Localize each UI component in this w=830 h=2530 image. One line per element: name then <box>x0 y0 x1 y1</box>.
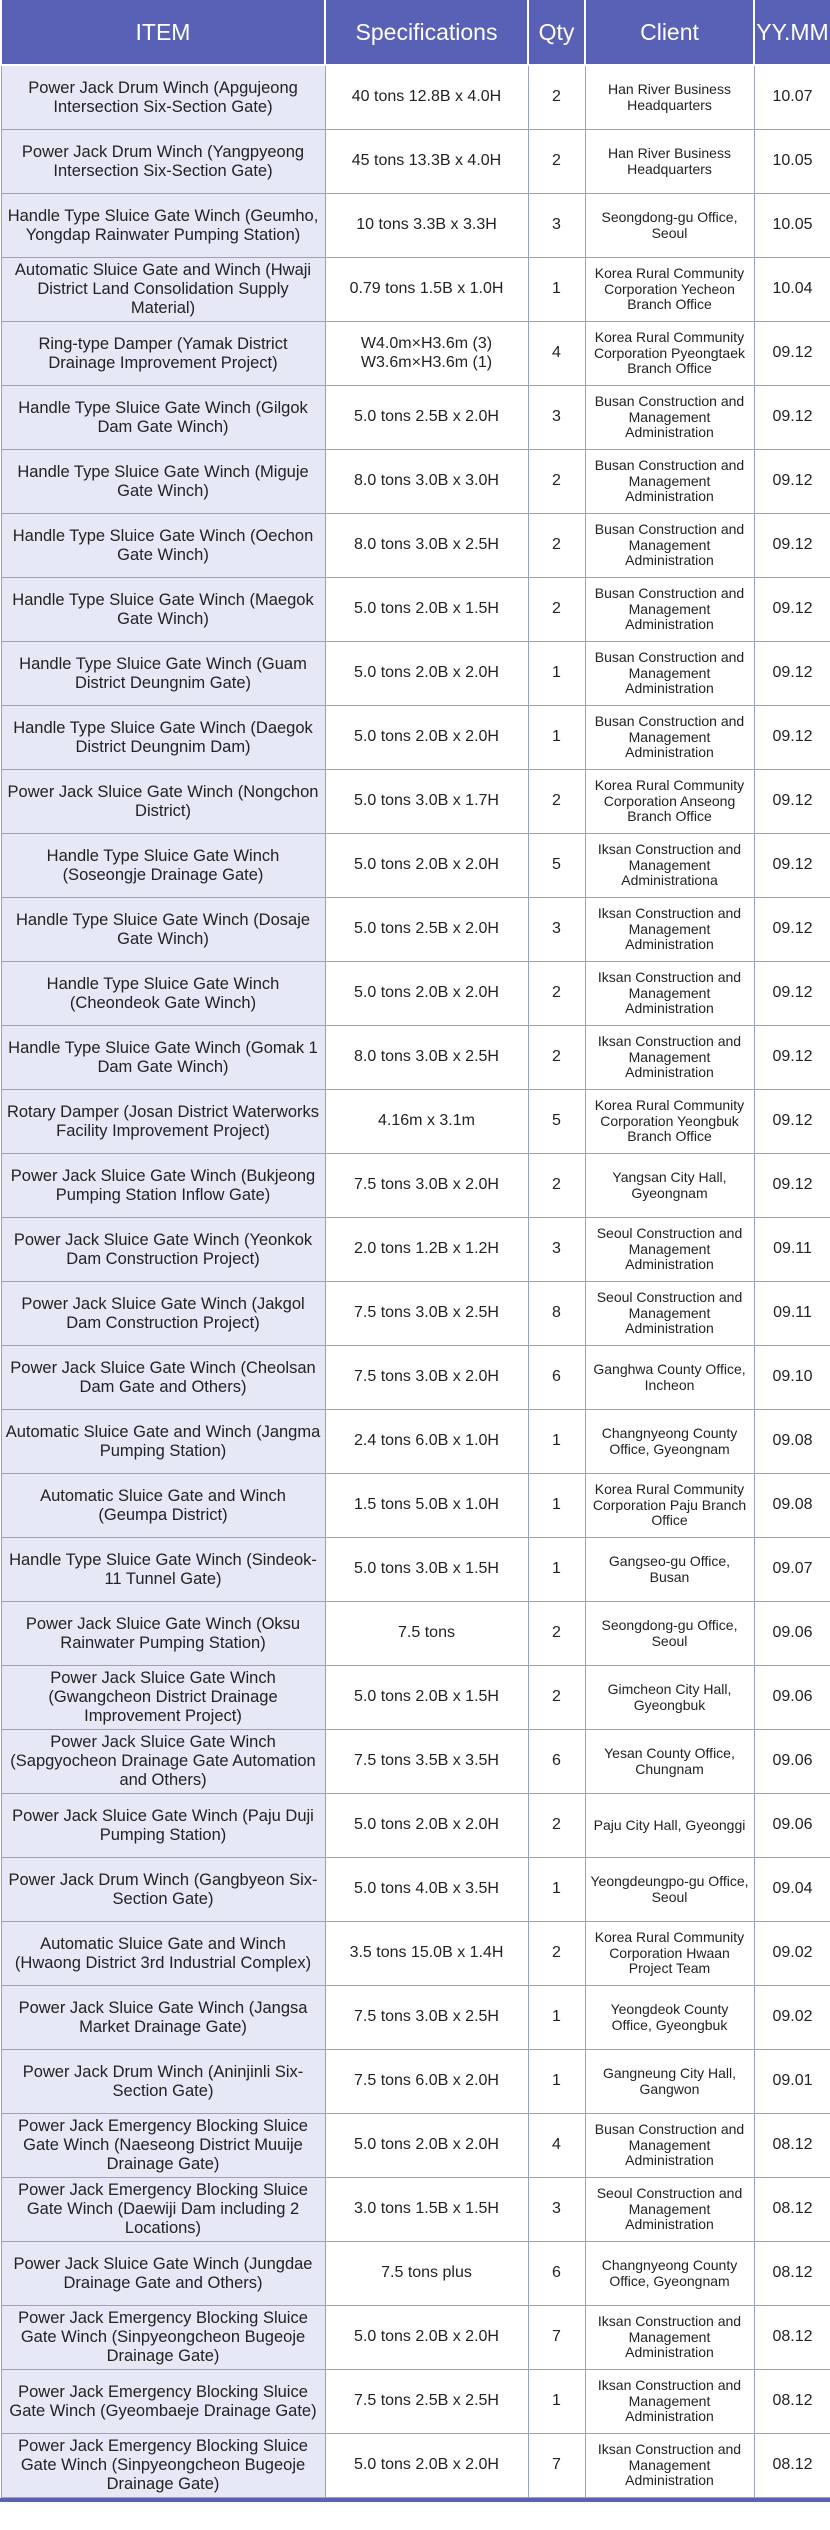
cell-specifications: 7.5 tons 3.0B x 2.0H <box>325 1346 528 1410</box>
cell-item: Power Jack Emergency Blocking Sluice Gate Winch (Sinpyeongcheon Bugeoje Drainage Gate) <box>1 2434 325 2498</box>
cell-client: Changnyeong County Office, Gyeongnam <box>585 1410 754 1474</box>
cell-client: Busan Construction and Management Administration <box>585 2114 754 2178</box>
cell-date: 09.12 <box>754 1090 830 1154</box>
cell-date: 08.12 <box>754 2178 830 2242</box>
cell-date: 09.12 <box>754 322 830 386</box>
table-row <box>1 642 830 706</box>
cell-qty: 3 <box>528 386 585 450</box>
cell-date: 09.12 <box>754 386 830 450</box>
table-row <box>1 1538 830 1602</box>
table-row <box>1 1730 830 1794</box>
table-row <box>1 2306 830 2370</box>
cell-client: Korea Rural Community Corporation Hwaan Project Team <box>585 1922 754 1986</box>
cell-date: 09.12 <box>754 834 830 898</box>
table-row <box>1 65 830 130</box>
cell-qty: 2 <box>528 130 585 194</box>
cell-client: Seongdong-gu Office, Seoul <box>585 194 754 258</box>
cell-item: Power Jack Sluice Gate Winch (Nongchon District) <box>1 770 325 834</box>
cell-specifications: 5.0 tons 2.5B x 2.0H <box>325 898 528 962</box>
cell-specifications: 2.0 tons 1.2B x 1.2H <box>325 1218 528 1282</box>
cell-client: Iksan Construction and Management Administration <box>585 962 754 1026</box>
table-row <box>1 1602 830 1666</box>
cell-specifications: 4.16m x 3.1m <box>325 1090 528 1154</box>
cell-client: Iksan Construction and Management Administration <box>585 1026 754 1090</box>
cell-qty: 4 <box>528 322 585 386</box>
table-row <box>1 1218 830 1282</box>
cell-qty: 6 <box>528 1730 585 1794</box>
cell-specifications: 5.0 tons 4.0B x 3.5H <box>325 1858 528 1922</box>
cell-client: Gimcheon City Hall, Gyeongbuk <box>585 1666 754 1730</box>
cell-item: Power Jack Drum Winch (Gangbyeon Six-Section Gate) <box>1 1858 325 1922</box>
cell-specifications: 5.0 tons 2.0B x 2.0H <box>325 962 528 1026</box>
table-row <box>1 2178 830 2242</box>
cell-client: Yesan County Office, Chungnam <box>585 1730 754 1794</box>
cell-date: 08.12 <box>754 2434 830 2498</box>
table-header <box>1 0 830 65</box>
cell-client: Iksan Construction and Management Administration <box>585 2434 754 2498</box>
cell-date: 08.12 <box>754 2114 830 2178</box>
cell-item: Power Jack Sluice Gate Winch (Bukjeong Pumping Station Inflow Gate) <box>1 1154 325 1218</box>
cell-specifications: 45 tons 13.3B x 4.0H <box>325 130 528 194</box>
cell-specifications: 7.5 tons 3.0B x 2.5H <box>325 1986 528 2050</box>
cell-date: 09.08 <box>754 1410 830 1474</box>
cell-qty: 2 <box>528 1602 585 1666</box>
cell-date: 10.07 <box>754 65 830 130</box>
cell-date: 09.12 <box>754 578 830 642</box>
cell-item: Automatic Sluice Gate and Winch (Jangma Pumping Station) <box>1 1410 325 1474</box>
cell-date: 09.06 <box>754 1602 830 1666</box>
table-row <box>1 130 830 194</box>
cell-specifications: 7.5 tons 2.5B x 2.5H <box>325 2370 528 2434</box>
cell-client: Korea Rural Community Corporation Yeongbuk Branch Office <box>585 1090 754 1154</box>
cell-item: Power Jack Sluice Gate Winch (Yeonkok Dam Construction Project) <box>1 1218 325 1282</box>
table-row <box>1 2242 830 2306</box>
cell-client: Korea Rural Community Corporation Pyeongtaek Branch Office <box>585 322 754 386</box>
cell-date: 09.12 <box>754 1154 830 1218</box>
cell-qty: 1 <box>528 1410 585 1474</box>
cell-qty: 3 <box>528 194 585 258</box>
table-row <box>1 770 830 834</box>
cell-item: Power Jack Drum Winch (Apgujeong Intersection Six-Section Gate) <box>1 65 325 130</box>
cell-specifications: 5.0 tons 2.5B x 2.0H <box>325 386 528 450</box>
cell-date: 10.05 <box>754 194 830 258</box>
cell-date: 08.12 <box>754 2306 830 2370</box>
cell-client: Seongdong-gu Office, Seoul <box>585 1602 754 1666</box>
table-row <box>1 2114 830 2178</box>
cell-qty: 1 <box>528 706 585 770</box>
cell-item: Automatic Sluice Gate and Winch (Hwaong District 3rd Industrial Complex) <box>1 1922 325 1986</box>
cell-client: Han River Business Headquarters <box>585 130 754 194</box>
cell-item: Power Jack Sluice Gate Winch (Jangsa Market Drainage Gate) <box>1 1986 325 2050</box>
cell-date: 09.12 <box>754 898 830 962</box>
cell-qty: 1 <box>528 2050 585 2114</box>
cell-qty: 3 <box>528 2178 585 2242</box>
cell-item: Handle Type Sluice Gate Winch (Gomak 1 Dam Gate Winch) <box>1 1026 325 1090</box>
cell-item: Handle Type Sluice Gate Winch (Cheondeok Gate Winch) <box>1 962 325 1026</box>
table-row <box>1 1922 830 1986</box>
cell-item: Handle Type Sluice Gate Winch (Soseongje Drainage Gate) <box>1 834 325 898</box>
table-row <box>1 2434 830 2498</box>
cell-date: 09.12 <box>754 450 830 514</box>
cell-qty: 2 <box>528 450 585 514</box>
table-row <box>1 386 830 450</box>
cell-specifications: 5.0 tons 2.0B x 2.0H <box>325 706 528 770</box>
cell-item: Power Jack Sluice Gate Winch (Sapgyocheon Drainage Gate Automation and Others) <box>1 1730 325 1794</box>
cell-qty: 1 <box>528 1538 585 1602</box>
cell-item: Automatic Sluice Gate and Winch (Geumpa District) <box>1 1474 325 1538</box>
cell-date: 09.12 <box>754 962 830 1026</box>
cell-qty: 5 <box>528 1090 585 1154</box>
cell-specifications: 5.0 tons 2.0B x 2.0H <box>325 642 528 706</box>
cell-specifications: 40 tons 12.8B x 4.0H <box>325 65 528 130</box>
cell-item: Power Jack Drum Winch (Yangpyeong Intersection Six-Section Gate) <box>1 130 325 194</box>
cell-specifications: 5.0 tons 2.0B x 2.0H <box>325 1794 528 1858</box>
cell-item: Handle Type Sluice Gate Winch (Gilgok Dam Gate Winch) <box>1 386 325 450</box>
cell-item: Power Jack Sluice Gate Winch (Gwangcheon District Drainage Improvement Project) <box>1 1666 325 1730</box>
cell-client: Iksan Construction and Management Administrationa <box>585 834 754 898</box>
cell-date: 09.11 <box>754 1282 830 1346</box>
cell-client: Han River Business Headquarters <box>585 65 754 130</box>
table-row <box>1 1986 830 2050</box>
cell-client: Iksan Construction and Management Administration <box>585 2306 754 2370</box>
cell-qty: 2 <box>528 1666 585 1730</box>
cell-qty: 6 <box>528 1346 585 1410</box>
cell-item: Automatic Sluice Gate and Winch (Hwaji District Land Consolidation Supply Material) <box>1 258 325 322</box>
cell-date: 09.06 <box>754 1666 830 1730</box>
header-row <box>1 0 830 65</box>
cell-specifications: 5.0 tons 2.0B x 2.0H <box>325 2306 528 2370</box>
cell-item: Handle Type Sluice Gate Winch (Miguje Gate Winch) <box>1 450 325 514</box>
cell-specifications: 3.5 tons 15.0B x 1.4H <box>325 1922 528 1986</box>
cell-client: Yeongdeungpo-gu Office, Seoul <box>585 1858 754 1922</box>
cell-qty: 2 <box>528 770 585 834</box>
cell-date: 08.12 <box>754 2242 830 2306</box>
cell-date: 09.04 <box>754 1858 830 1922</box>
cell-qty: 5 <box>528 834 585 898</box>
cell-specifications: 7.5 tons 6.0B x 2.0H <box>325 2050 528 2114</box>
cell-qty: 2 <box>528 514 585 578</box>
cell-item: Power Jack Emergency Blocking Sluice Gate Winch (Naeseong District Muuije Drainage Gate) <box>1 2114 325 2178</box>
cell-item: Power Jack Sluice Gate Winch (Paju Duji Pumping Station) <box>1 1794 325 1858</box>
cell-specifications: W4.0m×H3.6m (3) W3.6m×H3.6m (1) <box>325 322 528 386</box>
cell-item: Handle Type Sluice Gate Winch (Maegok Gate Winch) <box>1 578 325 642</box>
header-specifications: Specifications <box>325 0 528 65</box>
cell-client: Korea Rural Community Corporation Anseong Branch Office <box>585 770 754 834</box>
cell-client: Iksan Construction and Management Administration <box>585 2370 754 2434</box>
header-date: YY.MM <box>754 0 830 65</box>
cell-specifications: 7.5 tons plus <box>325 2242 528 2306</box>
cell-date: 10.05 <box>754 130 830 194</box>
table-row <box>1 962 830 1026</box>
table-row <box>1 1666 830 1730</box>
cell-client: Korea Rural Community Corporation Yecheon Branch Office <box>585 258 754 322</box>
header-qty: Qty <box>528 0 585 65</box>
cell-specifications: 2.4 tons 6.0B x 1.0H <box>325 1410 528 1474</box>
table-row <box>1 258 830 322</box>
cell-client: Busan Construction and Management Administration <box>585 706 754 770</box>
cell-specifications: 5.0 tons 2.0B x 1.5H <box>325 1666 528 1730</box>
cell-date: 09.12 <box>754 642 830 706</box>
cell-client: Busan Construction and Management Administration <box>585 386 754 450</box>
table-row <box>1 322 830 386</box>
table-body <box>1 65 830 2498</box>
cell-date: 09.08 <box>754 1474 830 1538</box>
cell-date: 09.10 <box>754 1346 830 1410</box>
cell-specifications: 7.5 tons 3.0B x 2.0H <box>325 1154 528 1218</box>
cell-client: Busan Construction and Management Administration <box>585 642 754 706</box>
cell-client: Korea Rural Community Corporation Paju Branch Office <box>585 1474 754 1538</box>
cell-qty: 1 <box>528 1858 585 1922</box>
cell-specifications: 8.0 tons 3.0B x 2.5H <box>325 514 528 578</box>
cell-qty: 6 <box>528 2242 585 2306</box>
cell-client: Iksan Construction and Management Administration <box>585 898 754 962</box>
cell-date: 09.12 <box>754 706 830 770</box>
table-row <box>1 194 830 258</box>
cell-qty: 1 <box>528 2370 585 2434</box>
cell-specifications: 10 tons 3.3B x 3.3H <box>325 194 528 258</box>
cell-client: Changnyeong County Office, Gyeongnam <box>585 2242 754 2306</box>
table-row <box>1 898 830 962</box>
cell-specifications: 8.0 tons 3.0B x 3.0H <box>325 450 528 514</box>
cell-date: 09.12 <box>754 770 830 834</box>
cell-item: Handle Type Sluice Gate Winch (Sindeok-11 Tunnel Gate) <box>1 1538 325 1602</box>
table-row <box>1 578 830 642</box>
bottom-bar <box>0 2498 830 2502</box>
cell-client: Paju City Hall, Gyeonggi <box>585 1794 754 1858</box>
cell-qty: 8 <box>528 1282 585 1346</box>
cell-date: 09.12 <box>754 1026 830 1090</box>
cell-item: Power Jack Sluice Gate Winch (Jungdae Drainage Gate and Others) <box>1 2242 325 2306</box>
cell-date: 09.06 <box>754 1794 830 1858</box>
cell-date: 09.07 <box>754 1538 830 1602</box>
cell-client: Gangseo-gu Office, Busan <box>585 1538 754 1602</box>
cell-specifications: 0.79 tons 1.5B x 1.0H <box>325 258 528 322</box>
cell-item: Power Jack Sluice Gate Winch (Cheolsan Dam Gate and Others) <box>1 1346 325 1410</box>
cell-item: Power Jack Emergency Blocking Sluice Gate Winch (Daewiji Dam including 2 Locations) <box>1 2178 325 2242</box>
cell-qty: 7 <box>528 2434 585 2498</box>
cell-item: Power Jack Sluice Gate Winch (Oksu Rainwater Pumping Station) <box>1 1602 325 1666</box>
cell-date: 09.02 <box>754 1986 830 2050</box>
cell-specifications: 5.0 tons 3.0B x 1.7H <box>325 770 528 834</box>
header-item: ITEM <box>1 0 325 65</box>
table-row <box>1 1154 830 1218</box>
cell-qty: 2 <box>528 1026 585 1090</box>
table-row <box>1 450 830 514</box>
cell-qty: 7 <box>528 2306 585 2370</box>
cell-qty: 1 <box>528 642 585 706</box>
cell-item: Power Jack Sluice Gate Winch (Jakgol Dam Construction Project) <box>1 1282 325 1346</box>
cell-qty: 2 <box>528 578 585 642</box>
cell-date: 09.01 <box>754 2050 830 2114</box>
cell-item: Handle Type Sluice Gate Winch (Guam District Deungnim Gate) <box>1 642 325 706</box>
cell-item: Handle Type Sluice Gate Winch (Daegok District Deungnim Dam) <box>1 706 325 770</box>
cell-date: 09.11 <box>754 1218 830 1282</box>
cell-specifications: 5.0 tons 2.0B x 2.0H <box>325 834 528 898</box>
table-row <box>1 1346 830 1410</box>
cell-qty: 1 <box>528 1986 585 2050</box>
cell-date: 09.06 <box>754 1730 830 1794</box>
header-client: Client <box>585 0 754 65</box>
cell-item: Ring-type Damper (Yamak District Drainage Improvement Project) <box>1 322 325 386</box>
cell-client: Busan Construction and Management Administration <box>585 514 754 578</box>
cell-specifications: 7.5 tons 3.5B x 3.5H <box>325 1730 528 1794</box>
cell-qty: 1 <box>528 1474 585 1538</box>
cell-specifications: 7.5 tons 3.0B x 2.5H <box>325 1282 528 1346</box>
cell-specifications: 7.5 tons <box>325 1602 528 1666</box>
cell-qty: 4 <box>528 2114 585 2178</box>
table-row <box>1 1282 830 1346</box>
cell-item: Rotary Damper (Josan District Waterworks Facility Improvement Project) <box>1 1090 325 1154</box>
cell-qty: 2 <box>528 962 585 1026</box>
cell-client: Yangsan City Hall, Gyeongnam <box>585 1154 754 1218</box>
cell-date: 08.12 <box>754 2370 830 2434</box>
cell-client: Ganghwa County Office, Incheon <box>585 1346 754 1410</box>
cell-item: Handle Type Sluice Gate Winch (Oechon Gate Winch) <box>1 514 325 578</box>
cell-item: Handle Type Sluice Gate Winch (Geumho, Yongdap Rainwater Pumping Station) <box>1 194 325 258</box>
cell-date: 10.04 <box>754 258 830 322</box>
cell-specifications: 5.0 tons 2.0B x 1.5H <box>325 578 528 642</box>
table-row <box>1 1090 830 1154</box>
cell-specifications: 5.0 tons 3.0B x 1.5H <box>325 1538 528 1602</box>
cell-item: Power Jack Emergency Blocking Sluice Gate Winch (Sinpyeongcheon Bugeoje Drainage Gate) <box>1 2306 325 2370</box>
cell-qty: 2 <box>528 1154 585 1218</box>
cell-specifications: 5.0 tons 2.0B x 2.0H <box>325 2434 528 2498</box>
cell-client: Seoul Construction and Management Administration <box>585 1282 754 1346</box>
cell-qty: 2 <box>528 65 585 130</box>
cell-client: Gangneung City Hall, Gangwon <box>585 2050 754 2114</box>
table-row <box>1 1410 830 1474</box>
table-row <box>1 1858 830 1922</box>
cell-item: Power Jack Drum Winch (Aninjinli Six-Section Gate) <box>1 2050 325 2114</box>
table-row <box>1 1474 830 1538</box>
table-row <box>1 2370 830 2434</box>
cell-client: Busan Construction and Management Administration <box>585 450 754 514</box>
cell-specifications: 5.0 tons 2.0B x 2.0H <box>325 2114 528 2178</box>
table-row <box>1 1026 830 1090</box>
cell-qty: 3 <box>528 898 585 962</box>
cell-client: Seoul Construction and Management Administration <box>585 2178 754 2242</box>
cell-item: Handle Type Sluice Gate Winch (Dosaje Gate Winch) <box>1 898 325 962</box>
table-row <box>1 1794 830 1858</box>
cell-qty: 2 <box>528 1922 585 1986</box>
cell-specifications: 8.0 tons 3.0B x 2.5H <box>325 1026 528 1090</box>
cell-qty: 2 <box>528 1794 585 1858</box>
table-row <box>1 706 830 770</box>
table-row <box>1 514 830 578</box>
cell-qty: 1 <box>528 258 585 322</box>
cell-date: 09.02 <box>754 1922 830 1986</box>
table-row <box>1 834 830 898</box>
table-row <box>1 2050 830 2114</box>
cell-specifications: 1.5 tons 5.0B x 1.0H <box>325 1474 528 1538</box>
cell-client: Yeongdeok County Office, Gyeongbuk <box>585 1986 754 2050</box>
cell-qty: 3 <box>528 1218 585 1282</box>
cell-date: 09.12 <box>754 514 830 578</box>
cell-specifications: 3.0 tons 1.5B x 1.5H <box>325 2178 528 2242</box>
cell-item: Power Jack Emergency Blocking Sluice Gate Winch (Gyeombaeje Drainage Gate) <box>1 2370 325 2434</box>
cell-client: Seoul Construction and Management Administration <box>585 1218 754 1282</box>
cell-client: Busan Construction and Management Administration <box>585 578 754 642</box>
